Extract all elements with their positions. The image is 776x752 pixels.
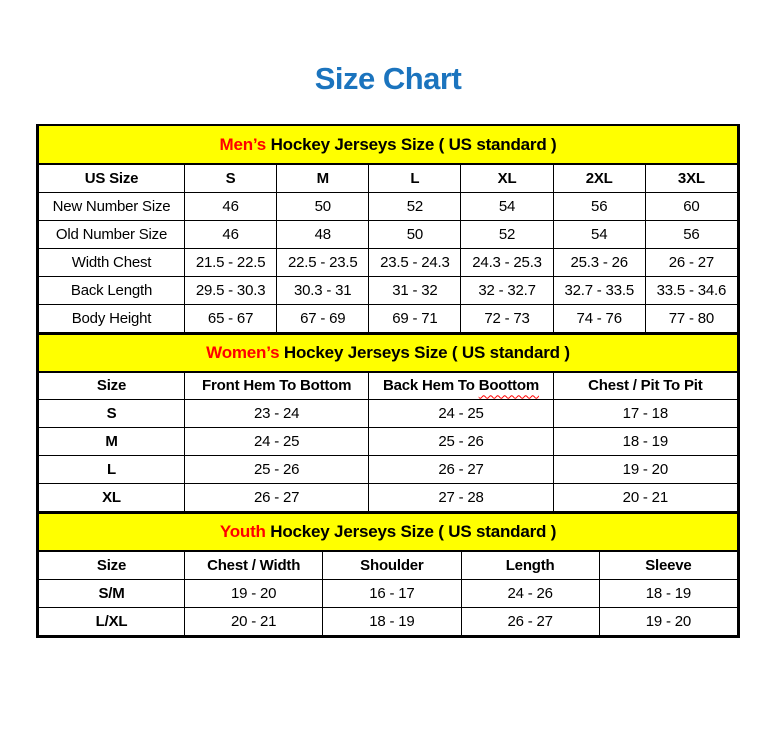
womens-row-0 [39,400,738,428]
youth-row-1 [39,607,738,635]
youth-banner-accent: Youth [219,522,266,541]
mens-col-header-1: S [185,164,277,192]
mens-cell-2-2: 22.5 - 23.5 [277,248,369,276]
mens-cell-4-5: 74 - 76 [553,304,645,332]
womens-cell-3-1: 26 - 27 [185,484,369,512]
womens-col-header-3: Chest / Pit To Pit [553,372,737,400]
misspelled-word: Boottom [478,377,539,395]
youth-column-header-row [39,551,738,579]
mens-cell-3-4: 32 - 32.7 [461,276,553,304]
mens-cell-1-4: 52 [461,220,553,248]
mens-cell-4-0: Body Height [39,304,185,332]
mens-cell-2-1: 21.5 - 22.5 [185,248,277,276]
mens-cell-3-0: Back Length [39,276,185,304]
mens-cell-1-1: 46 [185,220,277,248]
womens-cell-2-1: 25 - 26 [185,456,369,484]
mens-row-0 [39,192,738,220]
size-table-womens [38,333,738,513]
womens-cell-0-2: 24 - 25 [369,400,553,428]
youth-banner-row [39,513,738,551]
womens-cell-3-3: 20 - 21 [553,484,737,512]
youth-cell-0-0: S/M [39,579,185,607]
mens-banner [39,126,738,164]
womens-cell-1-0: M [39,428,185,456]
womens-cell-3-2: 27 - 28 [369,484,553,512]
youth-cell-1-1: 20 - 21 [185,607,323,635]
youth-cell-0-1: 19 - 20 [185,579,323,607]
mens-cell-0-1: 46 [185,192,277,220]
mens-cell-2-4: 24.3 - 25.3 [461,248,553,276]
mens-cell-1-2: 48 [277,220,369,248]
womens-cell-0-1: 23 - 24 [185,400,369,428]
mens-cell-0-2: 50 [277,192,369,220]
youth-row-0 [39,579,738,607]
mens-cell-1-6: 56 [645,220,737,248]
mens-cell-4-3: 69 - 71 [369,304,461,332]
womens-cell-2-3: 19 - 20 [553,456,737,484]
youth-cell-1-4: 19 - 20 [599,607,737,635]
mens-cell-2-6: 26 - 27 [645,248,737,276]
mens-cell-2-3: 23.5 - 24.3 [369,248,461,276]
mens-cell-3-5: 32.7 - 33.5 [553,276,645,304]
youth-cell-1-2: 18 - 19 [323,607,461,635]
womens-cell-1-2: 25 - 26 [369,428,553,456]
womens-banner-text: Hockey Jerseys Size ( US standard ) [279,342,570,362]
size-chart-tables [36,124,740,638]
mens-col-header-4: XL [461,164,553,192]
womens-col-header-1: Front Hem To Bottom [185,372,369,400]
youth-banner [39,513,738,551]
mens-column-header-row [39,164,738,192]
womens-cell-2-2: 26 - 27 [369,456,553,484]
womens-row-3 [39,484,738,512]
youth-banner-text: Hockey Jerseys Size ( US standard ) [265,522,557,541]
mens-cell-3-1: 29.5 - 30.3 [185,276,277,304]
mens-row-2 [39,248,738,276]
mens-col-header-6: 3XL [645,164,737,192]
mens-cell-0-5: 56 [553,192,645,220]
youth-cell-1-3: 26 - 27 [461,607,599,635]
womens-cell-1-3: 18 - 19 [553,428,737,456]
mens-row-4 [39,304,738,332]
youth-col-header-4: Sleeve [599,551,737,579]
womens-cell-0-3: 17 - 18 [553,400,737,428]
youth-col-header-2: Shoulder [323,551,461,579]
womens-col-header-0: Size [39,372,185,400]
mens-cell-0-4: 54 [461,192,553,220]
mens-cell-0-3: 52 [369,192,461,220]
mens-cell-0-6: 60 [645,192,737,220]
mens-cell-1-3: 50 [369,220,461,248]
womens-cell-1-1: 24 - 25 [185,428,369,456]
youth-col-header-1: Chest / Width [185,551,323,579]
womens-cell-3-0: XL [39,484,185,512]
mens-cell-1-5: 54 [553,220,645,248]
mens-row-1 [39,220,738,248]
womens-cell-0-0: S [39,400,185,428]
mens-cell-3-2: 30.3 - 31 [277,276,369,304]
mens-cell-2-0: Width Chest [39,248,185,276]
womens-banner-accent: Women’s [206,342,280,362]
mens-banner-accent: Men’s [219,134,267,154]
mens-cell-1-0: Old Number Size [39,220,185,248]
youth-col-header-0: Size [39,551,185,579]
mens-cell-3-6: 33.5 - 34.6 [645,276,737,304]
size-table-mens [38,126,738,333]
mens-cell-0-0: New Number Size [39,192,185,220]
mens-banner-row [39,126,738,164]
mens-cell-4-1: 65 - 67 [185,304,277,332]
mens-banner-text: Hockey Jerseys Size ( US standard ) [266,134,557,154]
page-title: Size Chart [314,61,462,96]
womens-column-header-row [39,372,738,400]
womens-banner [39,334,738,372]
youth-cell-1-0: L/XL [39,607,185,635]
mens-cell-3-3: 31 - 32 [369,276,461,304]
womens-row-2 [39,456,738,484]
mens-col-header-0: US Size [39,164,185,192]
mens-col-header-3: L [369,164,461,192]
mens-cell-4-4: 72 - 73 [461,304,553,332]
womens-banner-row [39,334,738,372]
womens-col-header-2: Back Hem To Boottom [369,372,553,400]
youth-cell-0-4: 18 - 19 [599,579,737,607]
womens-row-1 [39,428,738,456]
youth-cell-0-3: 24 - 26 [461,579,599,607]
mens-cell-2-5: 25.3 - 26 [553,248,645,276]
youth-cell-0-2: 16 - 17 [323,579,461,607]
mens-col-header-2: M [277,164,369,192]
size-table-youth [38,512,738,636]
mens-row-3 [39,276,738,304]
mens-cell-4-2: 67 - 69 [277,304,369,332]
youth-col-header-3: Length [461,551,599,579]
womens-cell-2-0: L [39,456,185,484]
mens-col-header-5: 2XL [553,164,645,192]
mens-cell-4-6: 77 - 80 [645,304,737,332]
